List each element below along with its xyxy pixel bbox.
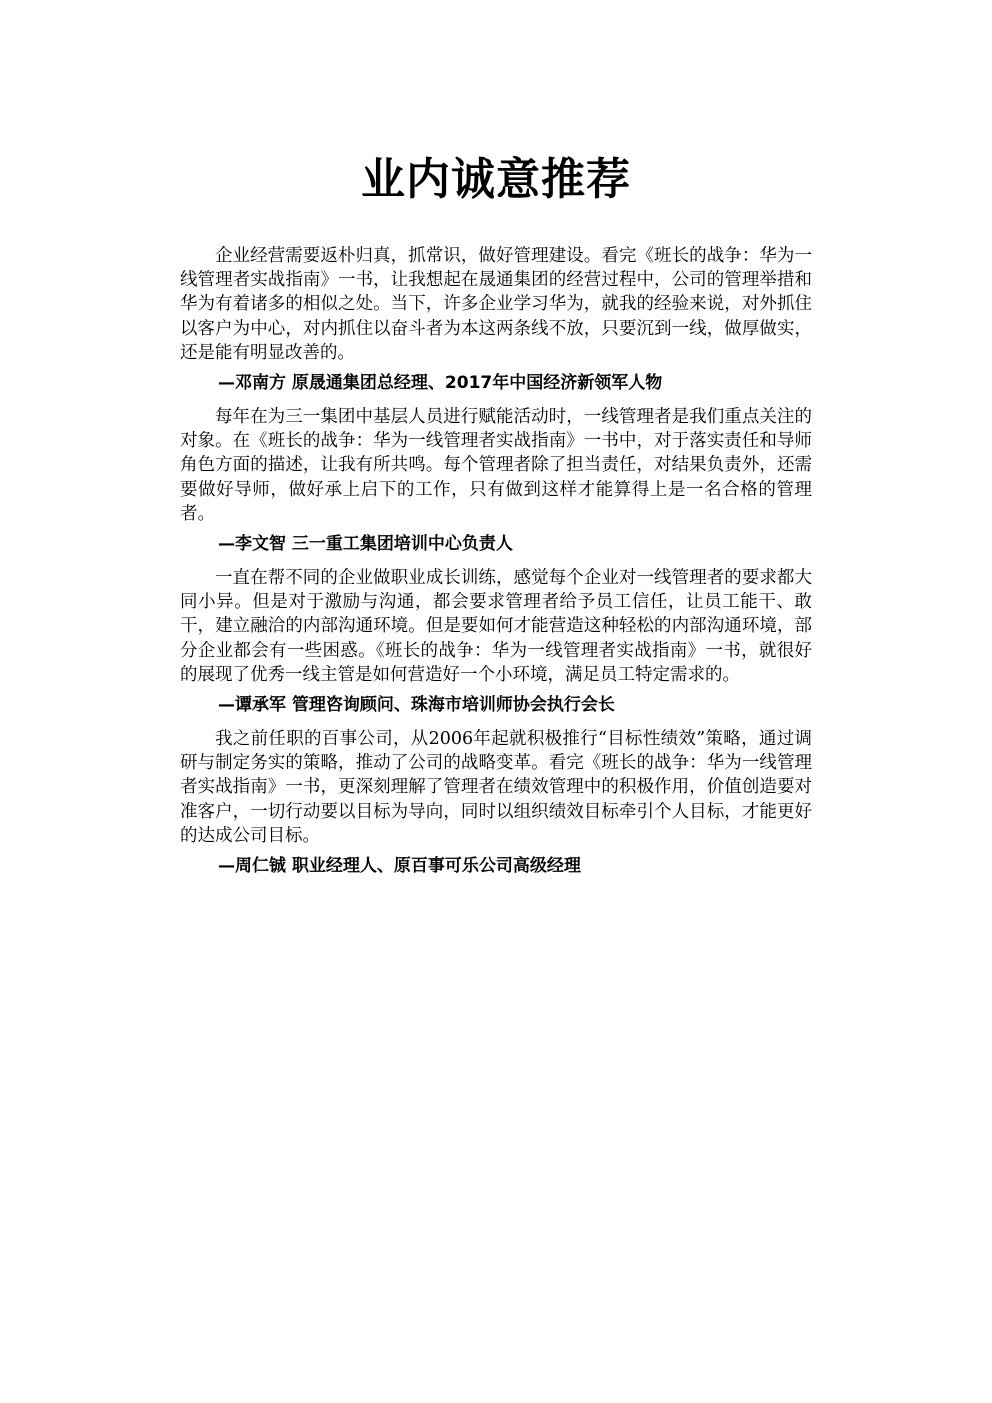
endorsement-attribution: —谭承军 管理咨询顾问、珠海市培训师协会执行会长 xyxy=(218,695,615,716)
endorsement-2 xyxy=(180,405,812,556)
endorsement-3 xyxy=(180,566,812,717)
endorsement-quote: 一直在帮不同的企业做职业成长训练，感觉每个企业对一线管理者的要求都大同小异。但是对于激励与沟通，都会要求管理者给予员工信任，让员工能干、敢干，建立融洽的内部沟通环境。但是要如何才能营造这种轻松的内部沟通环境，部分企业都会有一些困惑。《班长的战争：华为一线管理者实战指南》一书，就很好的展现了优秀一线主管是如何营造好一个小环境，满足员工特定需求的。 xyxy=(180,568,812,685)
endorsement-attribution: —邓南方 原晟通集团总经理、2017年中国经济新领军人物 xyxy=(218,373,663,394)
document-page xyxy=(180,150,812,888)
endorsement-1 xyxy=(180,244,812,395)
endorsement-4 xyxy=(180,727,812,878)
endorsement-quote: 每年在为三一集团中基层人员进行赋能活动时，一线管理者是我们重点关注的对象。在《班长的战争：华为一线管理者实战指南》一书中，对于落实责任和导师角色方面的描述，让我有所共鸣。每个管理者除了担当责任，对结果负责外，还需要做好导师，做好承上启下的工作，只有做到这样才能算得上是一名合格的管理者。 xyxy=(180,407,812,524)
endorsement-attribution: —李文智 三一重工集团培训中心负责人 xyxy=(218,534,513,555)
endorsement-quote: 企业经营需要返朴归真，抓常识，做好管理建设。看完《班长的战争：华为一线管理者实战指南》一书，让我想起在晟通集团的经营过程中，公司的管理举措和华为有着诸多的相似之处。当下，许多企业学习华为，就我的经验来说，对外抓住以客户为中心，对内抓住以奋斗者为本这两条线不放，只要沉到一线，做厚做实，还是能有明显改善的。 xyxy=(180,246,812,363)
endorsement-quote: 我之前任职的百事公司，从2006年起就积极推行“目标性绩效”策略，通过调研与制定务实的策略，推动了公司的战略变革。看完《班长的战争：华为一线管理者实战指南》一书，更深刻理解了管理者在绩效管理中的积极作用，价值创造要对准客户，一切行动要以目标为导向，同时以组织绩效目标牵引个人目标，才能更好的达成公司目标。 xyxy=(180,729,812,846)
endorsement-attribution: —周仁铖 职业经理人、原百事可乐公司高级经理 xyxy=(218,856,581,877)
page-title: 业内诚意推荐 xyxy=(361,154,631,205)
